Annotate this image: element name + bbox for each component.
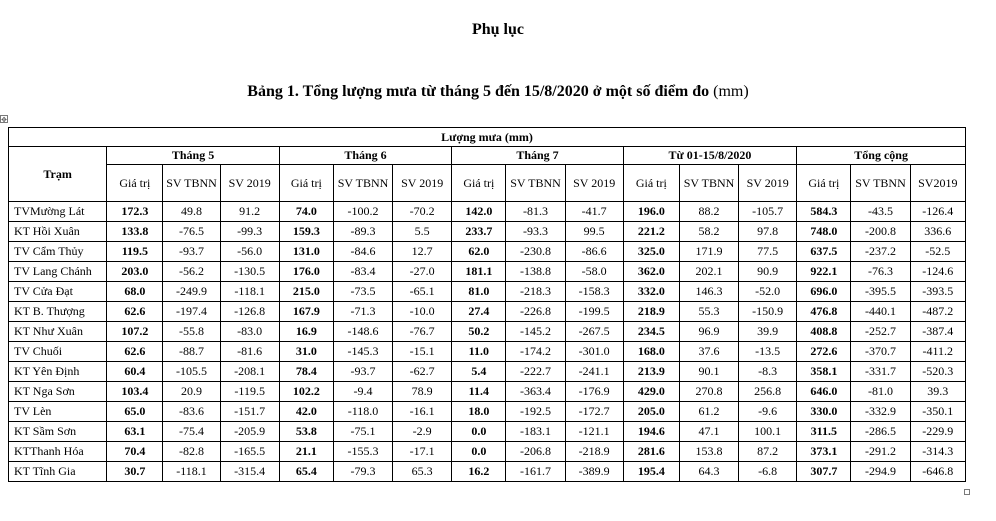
table-cell: -86.6 <box>565 242 623 262</box>
table-cell: -55.8 <box>163 322 220 342</box>
table-cell: -226.8 <box>506 302 565 322</box>
table-cell: 215.0 <box>279 282 333 302</box>
table-cell: -301.0 <box>565 342 623 362</box>
station-name: TVMường Lát <box>9 202 107 222</box>
table-cell: 91.2 <box>220 202 279 222</box>
table-cell: -230.8 <box>506 242 565 262</box>
table-cell: 176.0 <box>279 262 333 282</box>
table-cell: -174.2 <box>506 342 565 362</box>
rainfall-header: Lượng mưa (mm) <box>9 128 966 147</box>
table-cell: -150.9 <box>739 302 797 322</box>
table-cell: 696.0 <box>797 282 851 302</box>
table-cell: -41.7 <box>565 202 623 222</box>
table-cell: 195.4 <box>623 462 679 482</box>
table-cell: 49.8 <box>163 202 220 222</box>
station-name: KT Hồi Xuân <box>9 222 107 242</box>
table-cell: -76.5 <box>163 222 220 242</box>
table-cell: 90.1 <box>679 362 738 382</box>
table-cell: -387.4 <box>910 322 965 342</box>
table-cell: 5.4 <box>452 362 506 382</box>
table-cell: 37.6 <box>679 342 738 362</box>
table-cell: 65.4 <box>279 462 333 482</box>
table-cell: 65.3 <box>393 462 452 482</box>
table-cell: -646.8 <box>910 462 965 482</box>
table-cell: -176.9 <box>565 382 623 402</box>
station-name: TV Lang Chánh <box>9 262 107 282</box>
table-cell: -73.5 <box>333 282 392 302</box>
group-header: Tháng 5 <box>107 147 279 165</box>
table-cell: -199.5 <box>565 302 623 322</box>
table-cell: 205.0 <box>623 402 679 422</box>
table-cell: 167.9 <box>279 302 333 322</box>
table-cell: -205.9 <box>220 422 279 442</box>
table-cell: -65.1 <box>393 282 452 302</box>
table-cell: -93.7 <box>333 362 392 382</box>
table-cell: -119.5 <box>220 382 279 402</box>
table-cell: -331.7 <box>851 362 910 382</box>
table-cell: -75.1 <box>333 422 392 442</box>
column-header: Giá trị <box>279 165 333 202</box>
table-caption <box>0 83 996 101</box>
table-cell: -124.6 <box>910 262 965 282</box>
station-header: Trạm <box>9 147 107 202</box>
table-cell: 146.3 <box>679 282 738 302</box>
table-cell: 153.8 <box>679 442 738 462</box>
table-cell: 55.3 <box>679 302 738 322</box>
table-cell: 270.8 <box>679 382 738 402</box>
table-cell: -218.9 <box>565 442 623 462</box>
table-cell: 99.5 <box>565 222 623 242</box>
table-cell: 202.1 <box>679 262 738 282</box>
table-cell: -200.8 <box>851 222 910 242</box>
caption-text: Bảng 1. Tổng lượng mưa từ tháng 5 đến 15/8/2020 ở một số điểm đo <box>247 83 710 100</box>
table-cell: -155.3 <box>333 442 392 462</box>
table-cell: 62.6 <box>107 302 163 322</box>
table-cell: -81.0 <box>851 382 910 402</box>
table-cell: 213.9 <box>623 362 679 382</box>
table-cell: -332.9 <box>851 402 910 422</box>
table-row <box>9 322 966 342</box>
table-cell: 88.2 <box>679 202 738 222</box>
table-cell: -88.7 <box>163 342 220 362</box>
table-cell: 172.3 <box>107 202 163 222</box>
table-cell: -75.4 <box>163 422 220 442</box>
column-header: Giá trị <box>797 165 851 202</box>
table-cell: -79.3 <box>333 462 392 482</box>
table-cell: -9.6 <box>739 402 797 422</box>
table-cell: 31.0 <box>279 342 333 362</box>
table-cell: 5.5 <box>393 222 452 242</box>
table-cell: -52.5 <box>910 242 965 262</box>
table-cell: 68.0 <box>107 282 163 302</box>
table-cell: 748.0 <box>797 222 851 242</box>
table-cell: -158.3 <box>565 282 623 302</box>
table-cell: -89.3 <box>333 222 392 242</box>
table-row <box>9 462 966 482</box>
station-name: TV Lèn <box>9 402 107 422</box>
station-name: KTThanh Hóa <box>9 442 107 462</box>
table-cell: 78.4 <box>279 362 333 382</box>
table-cell: -52.0 <box>739 282 797 302</box>
table-cell: 78.9 <box>393 382 452 402</box>
table-cell: -76.7 <box>393 322 452 342</box>
table-cell: -395.5 <box>851 282 910 302</box>
table-row <box>9 242 966 262</box>
table-cell: -83.0 <box>220 322 279 342</box>
table-move-handle-icon[interactable]: ✥ <box>1 116 7 124</box>
table-cell: 16.2 <box>452 462 506 482</box>
table-cell: 18.0 <box>452 402 506 422</box>
table-cell: 307.7 <box>797 462 851 482</box>
column-header: SV2019 <box>910 165 965 202</box>
table-cell: 234.5 <box>623 322 679 342</box>
table-cell: -84.6 <box>333 242 392 262</box>
table-cell: -252.7 <box>851 322 910 342</box>
table-cell: 272.6 <box>797 342 851 362</box>
table-cell: 131.0 <box>279 242 333 262</box>
table-cell: -145.3 <box>333 342 392 362</box>
table-cell: -2.9 <box>393 422 452 442</box>
table-cell: 332.0 <box>623 282 679 302</box>
table-cell: 63.1 <box>107 422 163 442</box>
station-name: KT Như Xuân <box>9 322 107 342</box>
table-cell: -411.2 <box>910 342 965 362</box>
table-row <box>9 422 966 442</box>
table-cell: -222.7 <box>506 362 565 382</box>
table-cell: -218.3 <box>506 282 565 302</box>
table-cell: 256.8 <box>739 382 797 402</box>
table-cell: -291.2 <box>851 442 910 462</box>
table-row <box>9 382 966 402</box>
table-cell: -249.9 <box>163 282 220 302</box>
table-cell: 373.1 <box>797 442 851 462</box>
table-cell: -487.2 <box>910 302 965 322</box>
table-cell: 42.0 <box>279 402 333 422</box>
table-cell: 429.0 <box>623 382 679 402</box>
table-cell: 11.4 <box>452 382 506 402</box>
table-cell: 408.8 <box>797 322 851 342</box>
table-cell: 30.7 <box>107 462 163 482</box>
station-name: KT Yên Định <box>9 362 107 382</box>
table-cell: -118.0 <box>333 402 392 422</box>
table-cell: -71.3 <box>333 302 392 322</box>
table-cell: 325.0 <box>623 242 679 262</box>
table-cell: -286.5 <box>851 422 910 442</box>
table-cell: -121.1 <box>565 422 623 442</box>
table-cell: -6.8 <box>739 462 797 482</box>
column-header: Giá trị <box>623 165 679 202</box>
group-header: Tổng cộng <box>797 147 966 165</box>
table-cell: -81.6 <box>220 342 279 362</box>
column-header: SV TBNN <box>851 165 910 202</box>
table-cell: -145.2 <box>506 322 565 342</box>
table-cell: -105.5 <box>163 362 220 382</box>
table-cell: -15.1 <box>393 342 452 362</box>
table-cell: -56.0 <box>220 242 279 262</box>
table-cell: 181.1 <box>452 262 506 282</box>
table-cell: 107.2 <box>107 322 163 342</box>
table-cell: 646.0 <box>797 382 851 402</box>
table-cell: 39.3 <box>910 382 965 402</box>
table-cell: 61.2 <box>679 402 738 422</box>
table-cell: -208.1 <box>220 362 279 382</box>
table-cell: -100.2 <box>333 202 392 222</box>
table-cell: -161.7 <box>506 462 565 482</box>
column-header: Giá trị <box>107 165 163 202</box>
table-cell: 233.7 <box>452 222 506 242</box>
table-cell: -43.5 <box>851 202 910 222</box>
table-cell: -172.7 <box>565 402 623 422</box>
table-cell: -8.3 <box>739 362 797 382</box>
station-name: KT Tĩnh Gia <box>9 462 107 482</box>
table-cell: 16.9 <box>279 322 333 342</box>
table-cell: -76.3 <box>851 262 910 282</box>
table-row <box>9 202 966 222</box>
column-header: SV 2019 <box>220 165 279 202</box>
table-cell: -350.1 <box>910 402 965 422</box>
appendix-title: Phụ lục <box>471 21 524 38</box>
table-cell: 102.2 <box>279 382 333 402</box>
table-cell: -13.5 <box>739 342 797 362</box>
column-header: SV TBNN <box>333 165 392 202</box>
table-cell: -70.2 <box>393 202 452 222</box>
table-cell: -83.4 <box>333 262 392 282</box>
table-cell: 11.0 <box>452 342 506 362</box>
table-cell: -363.4 <box>506 382 565 402</box>
table-row <box>9 222 966 242</box>
table-cell: 159.3 <box>279 222 333 242</box>
rainfall-table <box>8 127 966 482</box>
table-cell: -105.7 <box>739 202 797 222</box>
table-cell: 87.2 <box>739 442 797 462</box>
caption-unit: (mm) <box>713 83 749 100</box>
table-cell: 50.2 <box>452 322 506 342</box>
column-header: Giá trị <box>452 165 506 202</box>
group-header: Từ 01-15/8/2020 <box>623 147 796 165</box>
table-cell: -10.0 <box>393 302 452 322</box>
column-header: SV 2019 <box>393 165 452 202</box>
table-cell: 47.1 <box>679 422 738 442</box>
table-cell: 194.6 <box>623 422 679 442</box>
table-cell: 53.8 <box>279 422 333 442</box>
column-header: SV TBNN <box>163 165 220 202</box>
table-row <box>9 362 966 382</box>
table-cell: -126.4 <box>910 202 965 222</box>
table-cell: -370.7 <box>851 342 910 362</box>
table-cell: 64.3 <box>679 462 738 482</box>
column-header: SV 2019 <box>739 165 797 202</box>
table-row <box>9 402 966 422</box>
table-row <box>9 302 966 322</box>
table-cell: -206.8 <box>506 442 565 462</box>
table-cell: -229.9 <box>910 422 965 442</box>
table-cell: 119.5 <box>107 242 163 262</box>
table-cell: 281.6 <box>623 442 679 462</box>
table-cell: 311.5 <box>797 422 851 442</box>
table-cell: 27.4 <box>452 302 506 322</box>
table-cell: 0.0 <box>452 442 506 462</box>
station-name: TV Chuối <box>9 342 107 362</box>
table-cell: -17.1 <box>393 442 452 462</box>
table-cell: -58.0 <box>565 262 623 282</box>
table-cell: -126.8 <box>220 302 279 322</box>
table-cell: -82.8 <box>163 442 220 462</box>
table-cell: 584.3 <box>797 202 851 222</box>
table-cell: -56.2 <box>163 262 220 282</box>
table-cell: -118.1 <box>163 462 220 482</box>
table-cell: -27.0 <box>393 262 452 282</box>
table-cell: -520.3 <box>910 362 965 382</box>
table-cell: 97.8 <box>739 222 797 242</box>
table-cell: 196.0 <box>623 202 679 222</box>
table-cell: 39.9 <box>739 322 797 342</box>
table-cell: -197.4 <box>163 302 220 322</box>
table-cell: 58.2 <box>679 222 738 242</box>
table-cell: 70.4 <box>107 442 163 462</box>
table-cell: 81.0 <box>452 282 506 302</box>
table-cell: 103.4 <box>107 382 163 402</box>
table-cell: -16.1 <box>393 402 452 422</box>
table-cell: -440.1 <box>851 302 910 322</box>
station-name: TV Cẩm Thủy <box>9 242 107 262</box>
table-cell: -237.2 <box>851 242 910 262</box>
table-cell: 336.6 <box>910 222 965 242</box>
table-cell: 62.6 <box>107 342 163 362</box>
column-header: SV 2019 <box>565 165 623 202</box>
table-cell: 476.8 <box>797 302 851 322</box>
table-resize-handle[interactable] <box>964 489 970 495</box>
table-cell: 20.9 <box>163 382 220 402</box>
column-header: SV TBNN <box>506 165 565 202</box>
table-cell: -294.9 <box>851 462 910 482</box>
table-cell: -118.1 <box>220 282 279 302</box>
group-header: Tháng 6 <box>279 147 452 165</box>
table-row <box>9 342 966 362</box>
table-cell: -165.5 <box>220 442 279 462</box>
table-cell: 203.0 <box>107 262 163 282</box>
table-row <box>9 282 966 302</box>
table-cell: -393.5 <box>910 282 965 302</box>
table-cell: 96.9 <box>679 322 738 342</box>
table-cell: -183.1 <box>506 422 565 442</box>
table-cell: 168.0 <box>623 342 679 362</box>
station-name: KT B. Thượng <box>9 302 107 322</box>
table-cell: 74.0 <box>279 202 333 222</box>
table-cell: 637.5 <box>797 242 851 262</box>
table-cell: -267.5 <box>565 322 623 342</box>
table-cell: 65.0 <box>107 402 163 422</box>
table-cell: 133.8 <box>107 222 163 242</box>
table-cell: -389.9 <box>565 462 623 482</box>
table-cell: 142.0 <box>452 202 506 222</box>
table-cell: 330.0 <box>797 402 851 422</box>
table-cell: -9.4 <box>333 382 392 402</box>
table-cell: 0.0 <box>452 422 506 442</box>
table-cell: 90.9 <box>739 262 797 282</box>
group-header: Tháng 7 <box>452 147 623 165</box>
table-cell: -93.7 <box>163 242 220 262</box>
table-cell: 221.2 <box>623 222 679 242</box>
table-cell: -241.1 <box>565 362 623 382</box>
table-cell: -81.3 <box>506 202 565 222</box>
table-cell: -315.4 <box>220 462 279 482</box>
table-cell: 60.4 <box>107 362 163 382</box>
table-cell: -151.7 <box>220 402 279 422</box>
table-cell: 21.1 <box>279 442 333 462</box>
column-header: SV TBNN <box>679 165 738 202</box>
table-cell: 100.1 <box>739 422 797 442</box>
table-row <box>9 262 966 282</box>
table-cell: 12.7 <box>393 242 452 262</box>
table-cell: 922.1 <box>797 262 851 282</box>
station-name: TV Cửa Đạt <box>9 282 107 302</box>
table-cell: -192.5 <box>506 402 565 422</box>
station-name: KT Sầm Sơn <box>9 422 107 442</box>
table-cell: 171.9 <box>679 242 738 262</box>
table-row <box>9 442 966 462</box>
table-cell: -83.6 <box>163 402 220 422</box>
table-cell: -138.8 <box>506 262 565 282</box>
table-cell: 62.0 <box>452 242 506 262</box>
table-cell: -130.5 <box>220 262 279 282</box>
table-cell: 362.0 <box>623 262 679 282</box>
table-cell: 218.9 <box>623 302 679 322</box>
table-cell: -314.3 <box>910 442 965 462</box>
station-name: KT Nga Sơn <box>9 382 107 402</box>
table-cell: -62.7 <box>393 362 452 382</box>
table-cell: 77.5 <box>739 242 797 262</box>
table-cell: -148.6 <box>333 322 392 342</box>
table-cell: 358.1 <box>797 362 851 382</box>
table-cell: -99.3 <box>220 222 279 242</box>
table-cell: -93.3 <box>506 222 565 242</box>
